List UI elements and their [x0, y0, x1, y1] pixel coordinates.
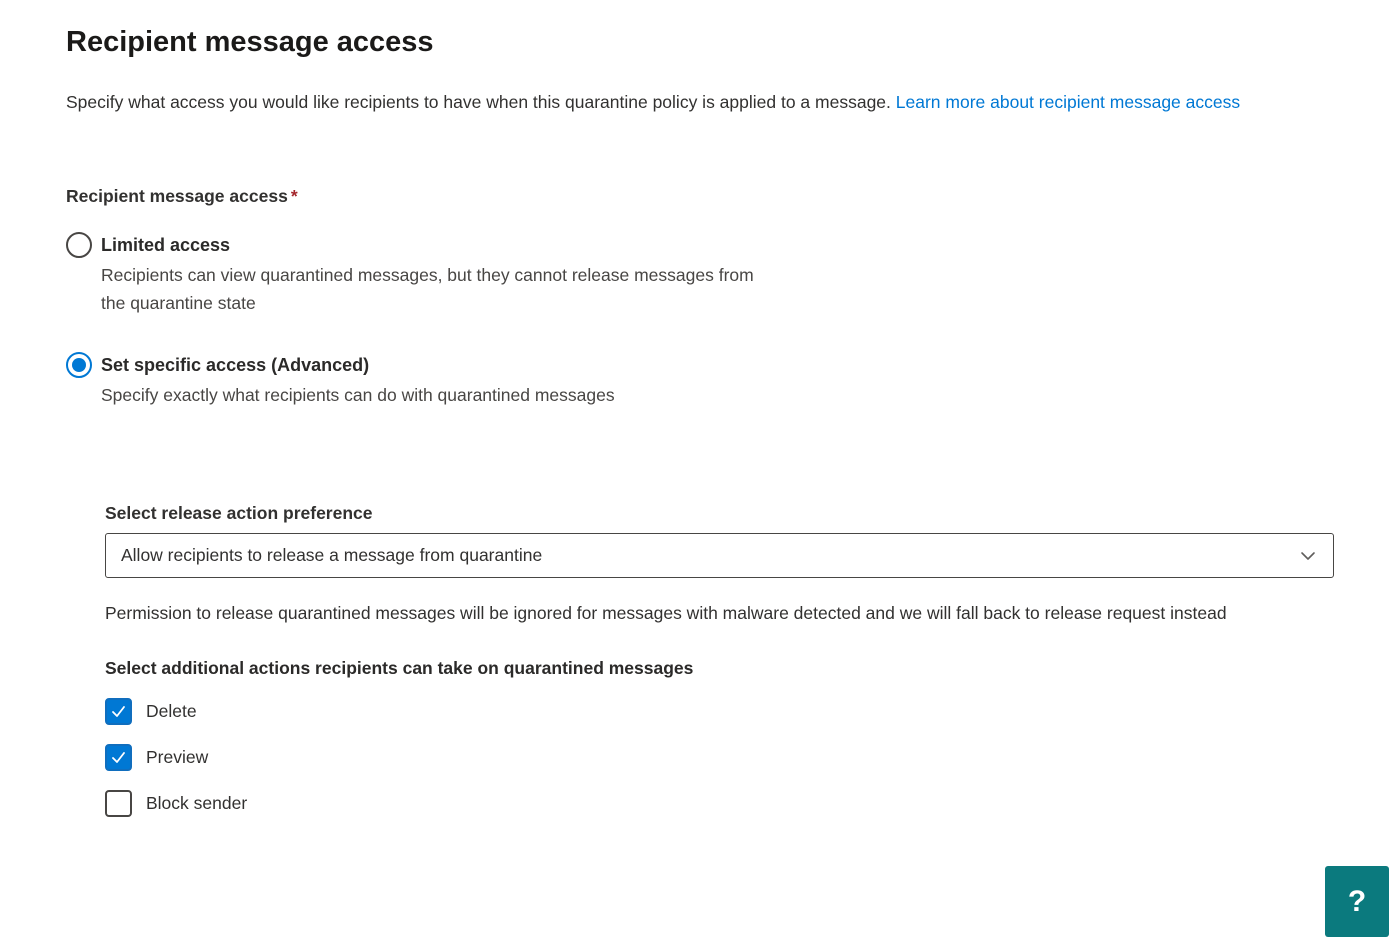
- access-field-label: [66, 186, 1397, 207]
- access-field-label-text: Recipient message access: [66, 186, 288, 206]
- radio-option-texts: [101, 232, 761, 317]
- chevron-down-icon[interactable]: [1297, 545, 1319, 567]
- checkbox-icon[interactable]: [105, 790, 132, 817]
- checkbox-label: Block sender: [146, 793, 248, 813]
- checkbox-icon[interactable]: [105, 698, 132, 725]
- checkbox-row-block-sender[interactable]: [105, 790, 1335, 817]
- additional-actions-label: Select additional actions recipients can take on quarantined messages: [105, 658, 694, 678]
- radio-option-description: Recipients can view quarantined messages, but they cannot release messages from the quarantine state: [101, 265, 754, 313]
- page-title: Recipient message access: [66, 26, 434, 58]
- checkbox-icon[interactable]: [105, 744, 132, 771]
- release-preference-selected-value: Allow recipients to release a message from quarantine: [121, 545, 543, 565]
- radio-icon[interactable]: [66, 232, 92, 258]
- advanced-access-section: [105, 503, 1335, 817]
- learn-more-link[interactable]: Learn more about recipient message access: [895, 92, 1241, 112]
- release-preference-dropdown[interactable]: [105, 533, 1334, 578]
- release-preference-label: Select release action preference: [105, 503, 373, 523]
- page-description-text: Specify what access you would like recipients to have when this quarantine policy is applied to a message.: [66, 92, 896, 112]
- checkbox-row-preview[interactable]: [105, 744, 1335, 771]
- radio-option-label: Set specific access (Advanced): [101, 355, 370, 375]
- page-description: [66, 88, 1338, 116]
- help-icon: ?: [1347, 884, 1367, 918]
- radio-option-limited-access[interactable]: [66, 232, 1397, 317]
- radio-option-label: Limited access: [101, 235, 231, 255]
- required-asterisk: *: [290, 186, 298, 206]
- radio-option-set-specific-access[interactable]: [66, 352, 1397, 409]
- checkbox-label: Preview: [146, 747, 209, 767]
- radio-option-texts: [101, 352, 615, 409]
- radio-option-description: Specify exactly what recipients can do with quarantined messages: [101, 385, 615, 405]
- help-button[interactable]: [1325, 866, 1389, 937]
- radio-icon[interactable]: [66, 352, 92, 378]
- release-preference-note: Permission to release quarantined messages will be ignored for messages with malware detected and we will fall back to release request instead: [105, 603, 1227, 623]
- checkbox-label: Delete: [146, 701, 197, 721]
- checkbox-row-delete[interactable]: [105, 698, 1335, 725]
